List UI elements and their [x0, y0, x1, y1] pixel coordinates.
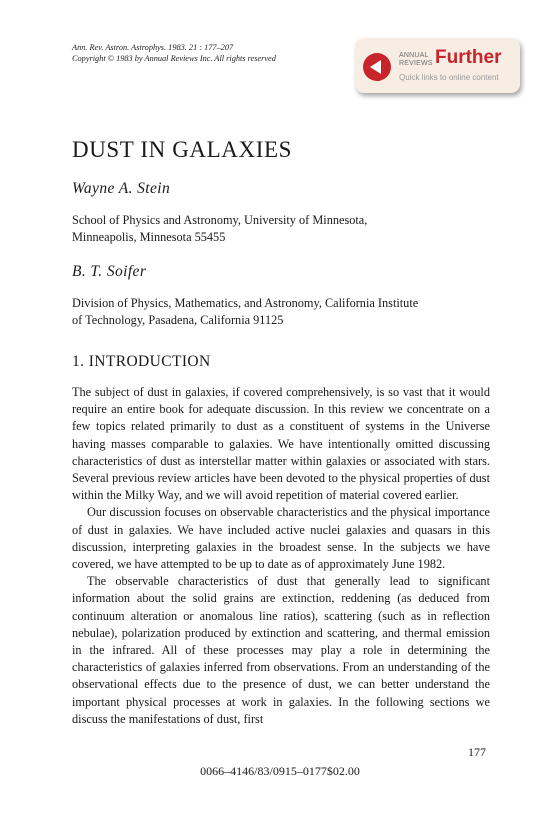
author-affiliation: [72, 212, 367, 246]
author-name: Wayne A. Stein: [72, 180, 171, 197]
affiliation-line: School of Physics and Astronomy, University of Minnesota,: [72, 213, 368, 227]
journal-citation-block: [72, 42, 276, 64]
journal-citation: Ann. Rev. Astron. Astrophys. 1983. 21 : 177–207: [72, 43, 234, 52]
paragraph: The subject of dust in galaxies, if covered comprehensively, is so vast that it would require an entire book for adequate discussion. In this review we concentrate on a few topics related primarily to dust as a constituent of systems in the Universe having masses comparable to galaxies. We have intentionally omitted discussing characteristics of dust as interstellar matter within galaxies or associated with stars. Several previous review articles have been devoted to the physical properties of dust within the Milky Way, and we will avoid repetition of material covered earlier.: [72, 385, 490, 503]
article-body: [72, 384, 490, 728]
arrow-left-icon: [363, 53, 391, 81]
badge-reviews-label: REVIEWS: [399, 60, 433, 67]
page-number: 177: [468, 745, 486, 759]
badge-subtitle: Quick links to online content: [399, 73, 499, 82]
paragraph: Our discussion focuses on observable characteristics and the physical importance of dust in galaxies. We have included active nuclei galaxies and quasars in this discussion, interpreting galaxies in the broadest sense. In the subjects we have covered, we have attempted to be up to date as of approximately June 1982.: [72, 505, 490, 572]
article-title: DUST IN GALAXIES: [72, 137, 293, 162]
badge-further-label: Further: [435, 47, 502, 68]
copyright-notice: Copyright © 1983 by Annual Reviews Inc. All rights reserved: [72, 54, 276, 63]
section-heading: 1. INTRODUCTION: [72, 353, 211, 370]
paragraph: The observable characteristics of dust that generally lead to significant information about the solid grains are extinction, reddening (as deduced from continuum alteration or anomalous line ratios), scattering (such as in reflection nebulae), polarization produced by extinction and scattering, and thermal emission in the infrared. All of these processes may play a role in determining the characteristics of galaxies inferred from observations. From an understanding of the observational effects due to the presence of dust, we can better understand the important physical processes at work in galaxies. In the following sections we discuss the manifestations of dust, first: [72, 574, 490, 726]
badge-annual-label: ANNUAL: [399, 52, 429, 59]
article-code: 0066–4146/83/0915–0177$02.00: [200, 764, 360, 778]
author-name: B. T. Soifer: [72, 263, 147, 280]
affiliation-line: Minneapolis, Minnesota 55455: [72, 230, 226, 244]
affiliation-line: Division of Physics, Mathematics, and Astronomy, California Institute: [72, 296, 419, 310]
annual-reviews-further-badge[interactable]: [355, 38, 520, 93]
affiliation-line: of Technology, Pasadena, California 91125: [72, 313, 284, 327]
author-affiliation: [72, 295, 418, 329]
